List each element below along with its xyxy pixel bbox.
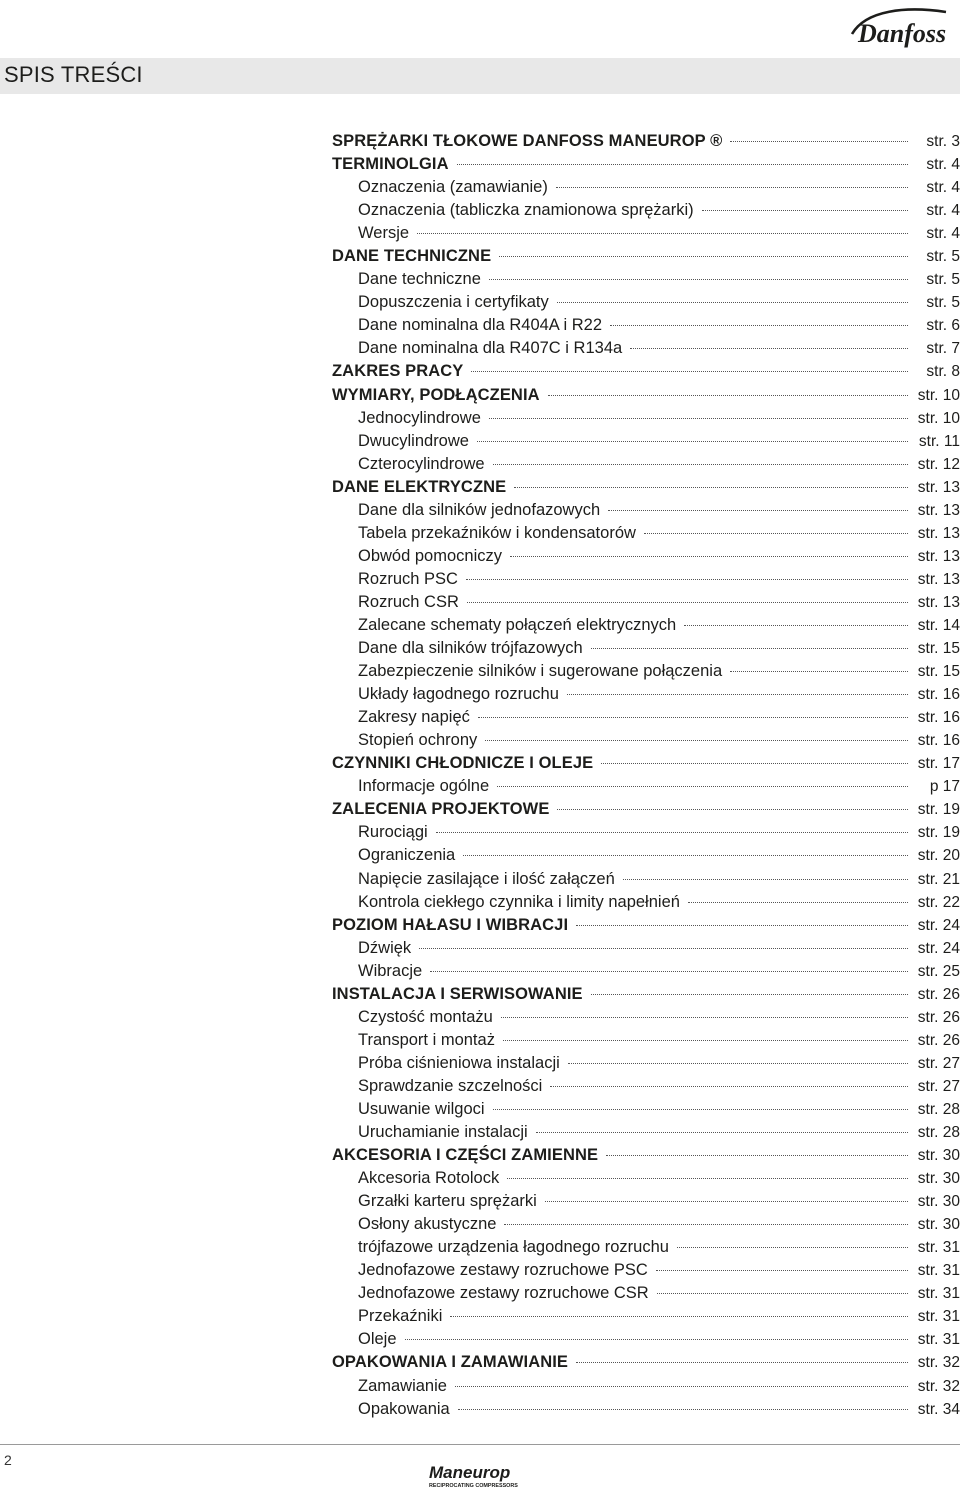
toc-entry-row[interactable] bbox=[332, 1167, 960, 1190]
toc-entry-row[interactable] bbox=[332, 222, 960, 245]
toc-page-number: str. 30 bbox=[917, 1216, 960, 1234]
toc-page-number: str. 16 bbox=[917, 709, 960, 727]
dot-leader bbox=[576, 924, 908, 926]
toc-entry-row[interactable] bbox=[332, 291, 960, 314]
toc-entry-label: Dane dla silników jednofazowych bbox=[358, 500, 601, 519]
toc-page-number: str. 28 bbox=[917, 1100, 960, 1118]
toc-entry-row[interactable] bbox=[332, 891, 960, 914]
toc-entry-label: SPRĘŻARKI TŁOKOWE DANFOSS MANEUROP ® bbox=[332, 132, 723, 150]
toc-page-number: str. 30 bbox=[917, 1193, 960, 1211]
toc-section-row[interactable] bbox=[332, 360, 960, 383]
toc-entry-label: Rurociągi bbox=[358, 823, 428, 842]
toc-entry-row[interactable] bbox=[332, 1259, 960, 1282]
toc-section-row[interactable] bbox=[332, 798, 960, 821]
dot-leader bbox=[489, 278, 908, 280]
toc-entry-row[interactable] bbox=[332, 1052, 960, 1075]
dot-leader bbox=[688, 901, 908, 903]
toc-section-row[interactable] bbox=[332, 752, 960, 775]
toc-page-number: str. 24 bbox=[917, 939, 960, 957]
toc-entry-row[interactable] bbox=[332, 614, 960, 637]
toc-entry-label: trójfazowe urządzenia łagodnego rozruchu bbox=[358, 1238, 669, 1257]
toc-entry-row[interactable] bbox=[332, 637, 960, 660]
toc-entry-row[interactable] bbox=[332, 545, 960, 568]
toc-entry-row[interactable] bbox=[332, 591, 960, 614]
toc-page-number: str. 5 bbox=[926, 294, 960, 312]
dot-leader bbox=[606, 1154, 908, 1156]
toc-entry-row[interactable] bbox=[332, 568, 960, 591]
toc-page-number: str. 13 bbox=[917, 478, 960, 496]
toc-page-number: str. 19 bbox=[917, 801, 960, 819]
toc-section-row[interactable] bbox=[332, 1351, 960, 1374]
toc-entry-label: Wersje bbox=[358, 224, 410, 243]
toc-entry-label: Przekaźniki bbox=[358, 1307, 443, 1326]
dot-leader bbox=[702, 209, 908, 211]
toc-entry-row[interactable] bbox=[332, 660, 960, 683]
dot-leader bbox=[493, 1108, 908, 1110]
toc-section-row[interactable] bbox=[332, 983, 960, 1006]
toc-page-number: str. 15 bbox=[917, 640, 960, 658]
toc-page-number: str. 10 bbox=[917, 386, 960, 404]
dot-leader bbox=[630, 347, 908, 349]
toc-entry-label: POZIOM HAŁASU I WIBRACJI bbox=[332, 915, 569, 934]
toc-entry-row[interactable] bbox=[332, 268, 960, 291]
toc-entry-label: Zabezpieczenie silników i sugerowane połączenia bbox=[358, 662, 723, 681]
toc-entry-label: Osłony akustyczne bbox=[358, 1215, 497, 1234]
toc-page-number: str. 13 bbox=[917, 524, 960, 542]
dot-leader bbox=[419, 947, 908, 949]
toc-entry-label: Dwucylindrowe bbox=[358, 431, 469, 450]
toc-entry-row[interactable] bbox=[332, 1190, 960, 1213]
dot-leader bbox=[568, 1062, 908, 1064]
toc-section-row[interactable] bbox=[332, 245, 960, 268]
dot-leader bbox=[730, 670, 908, 672]
toc-entry-label: Zakresy napięć bbox=[358, 708, 470, 727]
dot-leader bbox=[503, 1039, 908, 1041]
dot-leader bbox=[493, 463, 908, 465]
dot-leader bbox=[657, 1292, 908, 1294]
toc-page-number: str. 6 bbox=[926, 317, 960, 335]
toc-entry-label: Kontrola ciekłego czynnika i limity napełnień bbox=[358, 892, 680, 911]
dot-leader bbox=[450, 1315, 908, 1317]
toc-entry-label: Dane dla silników trójfazowych bbox=[358, 639, 583, 658]
toc-entry-label: Transport i montaż bbox=[358, 1030, 495, 1049]
toc-page-number: str. 14 bbox=[917, 616, 960, 634]
table-of-contents bbox=[332, 130, 960, 1421]
toc-entry-label: Dane nominalna dla R404A i R22 bbox=[358, 316, 602, 335]
toc-entry-row[interactable] bbox=[332, 683, 960, 706]
dot-leader bbox=[548, 394, 908, 396]
toc-entry-row[interactable] bbox=[332, 1006, 960, 1029]
toc-page-number: str. 34 bbox=[917, 1400, 960, 1418]
toc-section-row[interactable] bbox=[332, 384, 960, 407]
toc-entry-row[interactable] bbox=[332, 1029, 960, 1052]
toc-entry-label: Oznaczenia (zamawianie) bbox=[358, 178, 548, 197]
toc-entry-row[interactable] bbox=[332, 522, 960, 545]
toc-section-row[interactable] bbox=[332, 1144, 960, 1167]
toc-entry-row[interactable] bbox=[332, 337, 960, 360]
toc-entry-label: DANE TECHNICZNE bbox=[332, 247, 492, 266]
toc-page-number: str. 22 bbox=[917, 893, 960, 911]
toc-entry-row[interactable] bbox=[332, 314, 960, 337]
toc-entry-label: Grzałki karteru sprężarki bbox=[358, 1192, 537, 1211]
dot-leader bbox=[436, 831, 908, 833]
toc-page-number: str. 12 bbox=[917, 455, 960, 473]
toc-entry-label: Akcesoria Rotolock bbox=[358, 1169, 500, 1188]
toc-page-number: str. 26 bbox=[917, 1008, 960, 1026]
toc-page-number: str. 4 bbox=[926, 225, 960, 243]
toc-page-number: str. 24 bbox=[917, 916, 960, 934]
toc-entry-row[interactable] bbox=[332, 729, 960, 752]
toc-entry-label: INSTALACJA I SERWISOWANIE bbox=[332, 984, 583, 1003]
toc-entry-label: Oznaczenia (tabliczka znamionowa sprężarki) bbox=[358, 201, 694, 220]
dot-leader bbox=[497, 785, 908, 787]
toc-entry-label: Dźwięk bbox=[358, 938, 412, 957]
toc-entry-label: Jednofazowe zestawy rozruchowe PSC bbox=[358, 1261, 648, 1280]
maneurop-logo-tagline: RECIPROCATING COMPRESSORS bbox=[429, 1483, 518, 1489]
danfoss-logo-text: Danfoss bbox=[858, 19, 947, 48]
toc-entry-row[interactable] bbox=[332, 407, 960, 430]
dot-leader bbox=[501, 1016, 908, 1018]
toc-page-number: str. 27 bbox=[917, 1054, 960, 1072]
toc-entry-label: Oleje bbox=[358, 1330, 397, 1349]
toc-page-number: str. 26 bbox=[917, 1031, 960, 1049]
toc-entry-row[interactable] bbox=[332, 960, 960, 983]
dot-leader bbox=[471, 370, 908, 372]
dot-leader bbox=[458, 1408, 908, 1410]
page-title: SPIS TREŚCI bbox=[4, 62, 143, 87]
toc-page-number: str. 17 bbox=[917, 755, 960, 773]
toc-page-number: str. 30 bbox=[917, 1147, 960, 1165]
toc-page-number: str. 11 bbox=[918, 432, 960, 450]
toc-entry-row[interactable] bbox=[332, 1305, 960, 1328]
dot-leader bbox=[499, 255, 908, 257]
dot-leader bbox=[405, 1338, 908, 1340]
toc-entry-label: Dopuszczenia i certyfikaty bbox=[358, 293, 549, 312]
toc-section-row[interactable] bbox=[332, 153, 960, 176]
toc-entry-label: Wibracje bbox=[358, 961, 423, 980]
toc-page-number: str. 16 bbox=[917, 732, 960, 750]
toc-entry-row[interactable] bbox=[332, 199, 960, 222]
danfoss-logo bbox=[846, 4, 956, 50]
dot-leader bbox=[684, 624, 908, 626]
toc-entry-row[interactable] bbox=[332, 1282, 960, 1305]
toc-page-number: str. 8 bbox=[926, 363, 960, 381]
toc-entry-row[interactable] bbox=[332, 1328, 960, 1351]
toc-page-number: str. 30 bbox=[917, 1170, 960, 1188]
toc-entry-row[interactable] bbox=[332, 1075, 960, 1098]
toc-entry-row[interactable] bbox=[332, 1236, 960, 1259]
toc-entry-label: Napięcie zasilające i ilość załączeń bbox=[358, 869, 615, 888]
toc-section-row[interactable] bbox=[332, 476, 960, 499]
toc-page-number: str. 26 bbox=[917, 985, 960, 1003]
toc-entry-label: Zamawianie bbox=[358, 1376, 447, 1395]
dot-leader bbox=[536, 1131, 908, 1133]
toc-entry-label: Informacje ogólne bbox=[358, 777, 490, 796]
toc-page-number: str. 4 bbox=[926, 156, 960, 174]
dot-leader bbox=[485, 739, 908, 741]
toc-entry-row[interactable] bbox=[332, 706, 960, 729]
toc-entry-label: Uruchamianie instalacji bbox=[358, 1123, 528, 1142]
toc-entry-label: Rozruch CSR bbox=[358, 592, 459, 611]
maneurop-logo bbox=[427, 1462, 537, 1490]
dot-leader bbox=[430, 970, 908, 972]
toc-entry-label: Dane nominalna dla R407C i R134a bbox=[358, 339, 623, 358]
dot-leader bbox=[455, 1385, 908, 1387]
dot-leader bbox=[677, 1246, 908, 1248]
toc-entry-label: CZYNNIKI CHŁODNICZE I OLEJE bbox=[332, 754, 594, 773]
dot-leader bbox=[610, 324, 908, 326]
toc-section-row[interactable] bbox=[332, 914, 960, 937]
toc-entry-label: Czystość montażu bbox=[358, 1007, 493, 1026]
dot-leader bbox=[545, 1200, 908, 1202]
toc-entry-label: Usuwanie wilgoci bbox=[358, 1099, 485, 1118]
toc-entry-label: Opakowania bbox=[358, 1399, 450, 1418]
toc-page-number: str. 31 bbox=[917, 1239, 960, 1257]
dot-leader bbox=[417, 232, 908, 234]
toc-page-number: str. 27 bbox=[917, 1077, 960, 1095]
dot-leader bbox=[644, 532, 908, 534]
toc-entry-label: Stopień ochrony bbox=[358, 731, 478, 750]
toc-entry-row[interactable] bbox=[332, 868, 960, 891]
dot-leader bbox=[463, 854, 908, 856]
toc-entry-row[interactable] bbox=[332, 453, 960, 476]
page-number: 2 bbox=[4, 1452, 12, 1468]
toc-page-number: str. 31 bbox=[917, 1331, 960, 1349]
toc-entry-label: ZALECENIA PROJEKTOWE bbox=[332, 800, 550, 819]
toc-page-number: str. 25 bbox=[917, 962, 960, 980]
dot-leader bbox=[656, 1269, 908, 1271]
toc-entry-row[interactable] bbox=[332, 1213, 960, 1236]
dot-leader bbox=[504, 1223, 908, 1225]
toc-entry-row[interactable] bbox=[332, 176, 960, 199]
toc-page-number: str. 13 bbox=[917, 570, 960, 588]
toc-entry-label: ZAKRES PRACY bbox=[332, 362, 464, 381]
toc-entry-label: Jednocylindrowe bbox=[358, 408, 481, 427]
toc-page-number: str. 16 bbox=[917, 686, 960, 704]
toc-page-number: str. 13 bbox=[917, 593, 960, 611]
toc-page-number: str. 15 bbox=[917, 663, 960, 681]
dot-leader bbox=[601, 762, 908, 764]
toc-entry-label: AKCESORIA I CZĘŚCI ZAMIENNE bbox=[332, 1146, 599, 1165]
dot-leader bbox=[557, 301, 908, 303]
toc-page-number: str. 4 bbox=[926, 179, 960, 197]
dot-leader bbox=[507, 1177, 908, 1179]
toc-entry-label: WYMIARY, PODŁĄCZENIA bbox=[332, 385, 540, 404]
toc-entry-label: Układy łagodnego rozruchu bbox=[358, 685, 559, 704]
toc-entry-row[interactable] bbox=[332, 775, 960, 798]
dot-leader bbox=[556, 186, 908, 188]
toc-page-number: str. 32 bbox=[917, 1377, 960, 1395]
toc-page-number: str. 20 bbox=[917, 847, 960, 865]
toc-entry-row[interactable] bbox=[332, 1121, 960, 1144]
toc-entry-row[interactable] bbox=[332, 844, 960, 867]
toc-page-number: str. 7 bbox=[926, 340, 960, 358]
toc-entry-label: DANE ELEKTRYCZNE bbox=[332, 477, 507, 496]
dot-leader bbox=[489, 417, 908, 419]
toc-page-number: str. 5 bbox=[926, 271, 960, 289]
toc-page-number: str. 4 bbox=[926, 202, 960, 220]
toc-entry-label: Czterocylindrowe bbox=[358, 454, 485, 473]
title-band bbox=[0, 58, 960, 94]
dot-leader bbox=[591, 993, 908, 995]
toc-entry-row[interactable] bbox=[332, 430, 960, 453]
maneurop-logo-text: Maneurop bbox=[429, 1463, 511, 1482]
toc-entry-row[interactable] bbox=[332, 1398, 960, 1421]
toc-entry-label: TERMINOLGIA bbox=[332, 155, 449, 174]
toc-entry-label: OPAKOWANIA I ZAMAWIANIE bbox=[332, 1353, 569, 1372]
footer-rule bbox=[0, 1444, 960, 1445]
toc-page-number: str. 5 bbox=[926, 248, 960, 266]
toc-entry-row[interactable] bbox=[332, 499, 960, 522]
dot-leader bbox=[510, 555, 908, 557]
toc-entry-label: Zalecane schematy połączeń elektrycznych bbox=[358, 615, 677, 634]
toc-page-number: p 17 bbox=[929, 778, 960, 796]
toc-entry-row[interactable] bbox=[332, 1375, 960, 1398]
dot-leader bbox=[467, 601, 908, 603]
dot-leader bbox=[477, 440, 908, 442]
dot-leader bbox=[478, 716, 908, 718]
dot-leader bbox=[591, 647, 908, 649]
toc-page-number: str. 13 bbox=[917, 547, 960, 565]
toc-page-number: str. 19 bbox=[917, 824, 960, 842]
toc-page-number: str. 32 bbox=[917, 1354, 960, 1372]
toc-page-number: str. 31 bbox=[917, 1308, 960, 1326]
toc-page-number: str. 31 bbox=[917, 1262, 960, 1280]
dot-leader bbox=[550, 1085, 908, 1087]
toc-entry-label: Ograniczenia bbox=[358, 846, 456, 865]
dot-leader bbox=[730, 140, 908, 142]
toc-page-number: str. 31 bbox=[917, 1285, 960, 1303]
toc-entry-label: Rozruch PSC bbox=[358, 569, 458, 588]
toc-page-number: str. 13 bbox=[917, 501, 960, 519]
toc-entry-label: Jednofazowe zestawy rozruchowe CSR bbox=[358, 1284, 649, 1303]
dot-leader bbox=[608, 509, 908, 511]
dot-leader bbox=[466, 578, 908, 580]
dot-leader bbox=[557, 808, 908, 810]
toc-section-row[interactable] bbox=[332, 130, 960, 153]
toc-page-number: str. 21 bbox=[917, 870, 960, 888]
dot-leader bbox=[514, 486, 908, 488]
dot-leader bbox=[623, 878, 908, 880]
dot-leader bbox=[567, 693, 908, 695]
toc-entry-label: Dane techniczne bbox=[358, 270, 481, 289]
dot-leader bbox=[457, 163, 908, 165]
toc-page-number: str. 28 bbox=[917, 1124, 960, 1142]
toc-entry-label: Próba ciśnieniowa instalacji bbox=[358, 1053, 560, 1072]
toc-entry-label: Tabela przekaźników i kondensatorów bbox=[358, 523, 636, 542]
toc-entry-label: Sprawdzanie szczelności bbox=[358, 1076, 543, 1095]
toc-entry-row[interactable] bbox=[332, 1098, 960, 1121]
toc-page-number: str. 10 bbox=[917, 409, 960, 427]
toc-entry-row[interactable] bbox=[332, 821, 960, 844]
toc-entry-label: Obwód pomocniczy bbox=[358, 546, 502, 565]
dot-leader bbox=[576, 1361, 908, 1363]
toc-page-number: str. 3 bbox=[926, 133, 960, 150]
toc-entry-row[interactable] bbox=[332, 937, 960, 960]
